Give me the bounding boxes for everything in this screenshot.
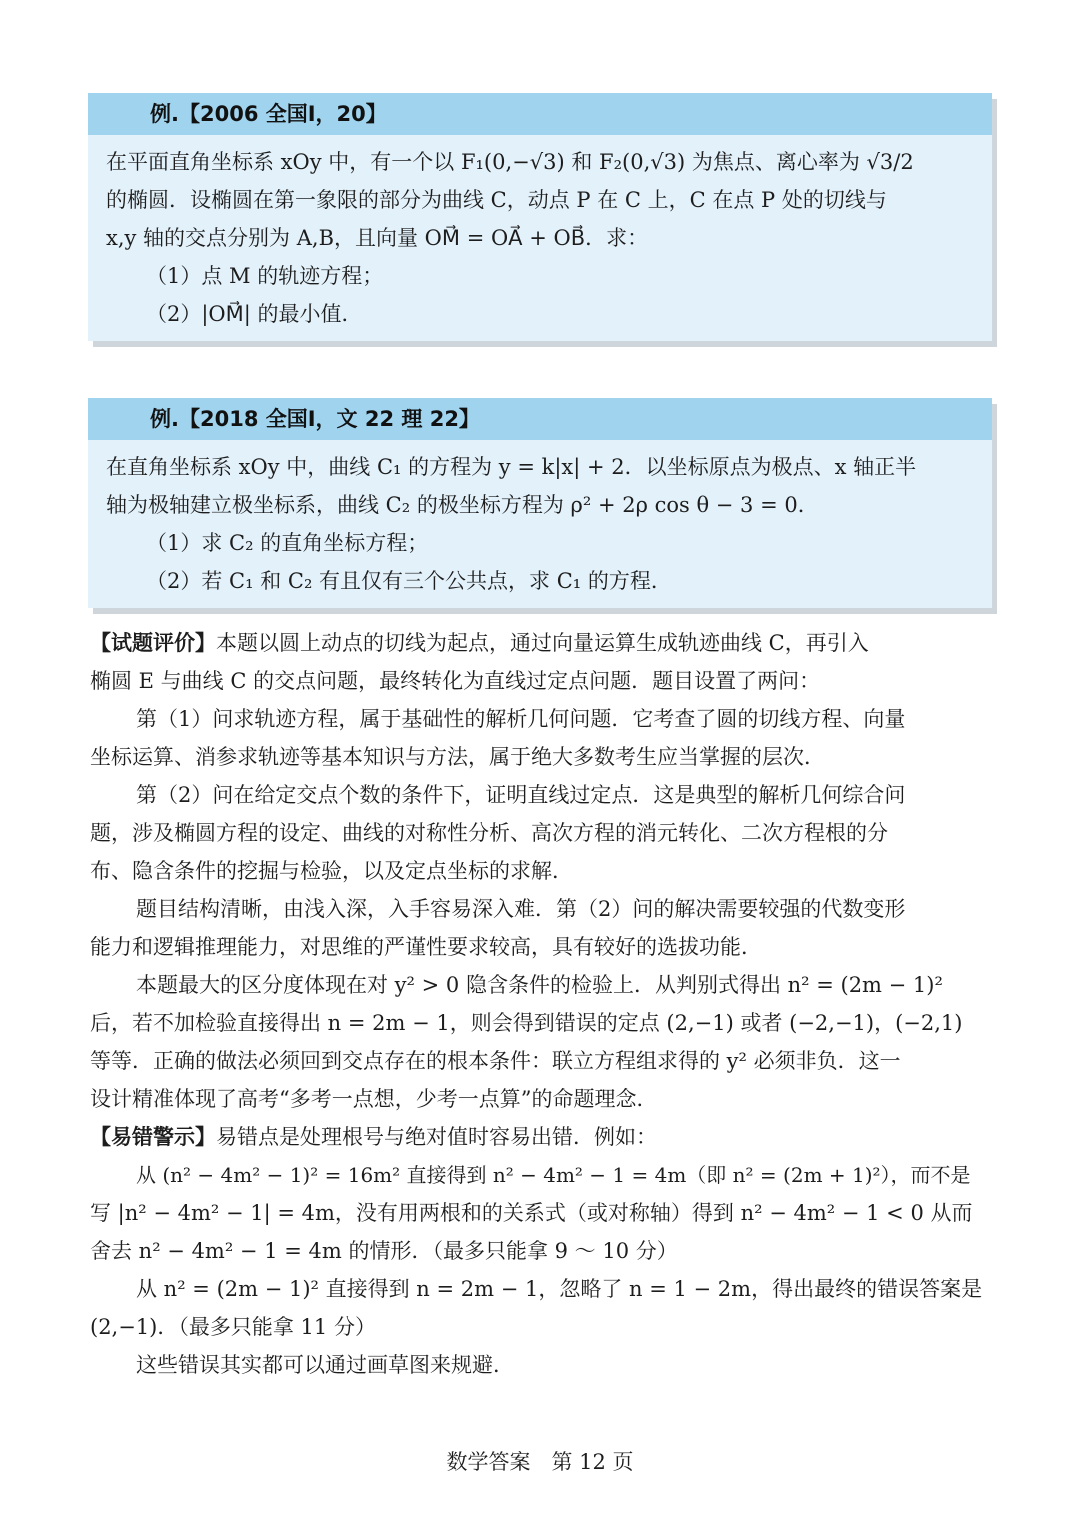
warning-line: 这些错误其实都可以通过画草图来规避． xyxy=(136,1353,514,1377)
review-line: 等等．正确的做法必须回到交点存在的根本条件：联立方程组求得的 y² 必须非负．这一 xyxy=(90,1049,901,1073)
review-line: 椭圆 E 与曲线 C 的交点问题，最终转化为直线过定点问题．题目设置了两问： xyxy=(90,669,821,693)
question-1: （1）点 M 的轨迹方程； xyxy=(146,264,384,288)
review-label: 【试题评价】 xyxy=(90,631,216,655)
review-line: 第（2）问在给定交点个数的条件下，证明直线过定点．这是典型的解析几何综合问 xyxy=(136,783,906,807)
warning-line: 从 (n² − 4m² − 1)² = 16m² 直接得到 n² − 4m² − 1 = 4m（即 n² = (2m + 1)²），而不是 xyxy=(136,1163,971,1187)
review-line: 题，涉及椭圆方程的设定、曲线的对称性分析、高次方程的消元转化、二次方程根的分 xyxy=(90,821,888,845)
problem-line: 的椭圆．设椭圆在第一象限的部分为曲线 C，动点 P 在 C 上，C 在点 P 处的切线与 xyxy=(106,188,887,212)
warning-line: 写 |n² − 4m² − 1| = 4m，没有用两根和的关系式（或对称轴）得到 n² − 4m² − 1 < 0 从而 xyxy=(90,1201,973,1225)
example-box-2006 xyxy=(88,93,992,341)
problem-line: x,y 轴的交点分别为 A,B，且向量 OM⃗ = OA⃗ + OB⃗．求： xyxy=(106,226,649,250)
review-line: 能力和逻辑推理能力，对思维的严谨性要求较高，具有较好的选拔功能． xyxy=(90,935,762,959)
warning-line: (2,−1)．（最多只能拿 11 分） xyxy=(90,1315,376,1339)
warning-paragraph: 【易错警示】易错点是处理根号与绝对值时容易出错．例如： xyxy=(90,1125,657,1149)
review-line: 第（1）问求轨迹方程，属于基础性的解析几何问题．它考查了圆的切线方程、向量 xyxy=(136,707,906,731)
example-title: 例.【2006 全国Ⅰ，20】 xyxy=(88,93,992,135)
review-line: 本题最大的区分度体现在对 y² > 0 隐含条件的检验上．从判别式得出 n² = (2m − 1)² xyxy=(136,973,943,997)
review-line: 设计精准体现了高考“多考一点想，少考一点算”的命题理念． xyxy=(90,1087,658,1111)
warning-line: 从 n² = (2m − 1)² 直接得到 n = 2m − 1，忽略了 n = 1 − 2m，得出最终的错误答案是 xyxy=(136,1277,983,1301)
review-line: 题目结构清晰，由浅入深，入手容易深入难．第（2）问的解决需要较强的代数变形 xyxy=(136,897,906,921)
warning-label: 【易错警示】 xyxy=(90,1125,216,1149)
page-footer: 数学答案 第 12 页 xyxy=(446,1450,634,1474)
review-line: 坐标运算、消参求轨迹等基本知识与方法，属于绝大多数考生应当掌握的层次． xyxy=(90,745,825,769)
problem-line: 在平面直角坐标系 xOy 中，有一个以 F₁(0,−√3) 和 F₂(0,√3) 为焦点、离心率为 √3/2 xyxy=(106,150,914,174)
review-line: 布、隐含条件的挖掘与检验，以及定点坐标的求解． xyxy=(90,859,573,883)
question-2: （2）|OM⃗| 的最小值． xyxy=(146,302,363,326)
example-body xyxy=(88,135,992,341)
review-section xyxy=(90,624,990,1384)
warning-line: 舍去 n² − 4m² − 1 = 4m 的情形．（最多只能拿 9 ～ 10 分） xyxy=(90,1239,678,1263)
review-paragraph: 【试题评价】本题以圆上动点的切线为起点，通过向量运算生成轨迹曲线 C，再引入 xyxy=(90,631,869,655)
review-line: 后，若不加检验直接得出 n = 2m − 1，则会得到错误的定点 (2,−1) 或者 (−2,−1)，(−2,1) xyxy=(90,1011,963,1035)
example-title: 例.【2018 全国Ⅰ，文 22 理 22】 xyxy=(88,398,992,440)
example-box-2018 xyxy=(88,398,992,608)
example-body xyxy=(88,440,992,608)
problem-line: 轴为极轴建立极坐标系，曲线 C₂ 的极坐标方程为 ρ² + 2ρ cos θ − 3 = 0． xyxy=(106,493,819,517)
question-1: （1）求 C₂ 的直角坐标方程； xyxy=(146,531,429,555)
question-2: （2）若 C₁ 和 C₂ 有且仅有三个公共点，求 C₁ 的方程． xyxy=(146,569,672,593)
problem-line: 在直角坐标系 xOy 中，曲线 C₁ 的方程为 y = k|x| + 2．以坐标原点为极点、x 轴正半 xyxy=(106,455,917,479)
